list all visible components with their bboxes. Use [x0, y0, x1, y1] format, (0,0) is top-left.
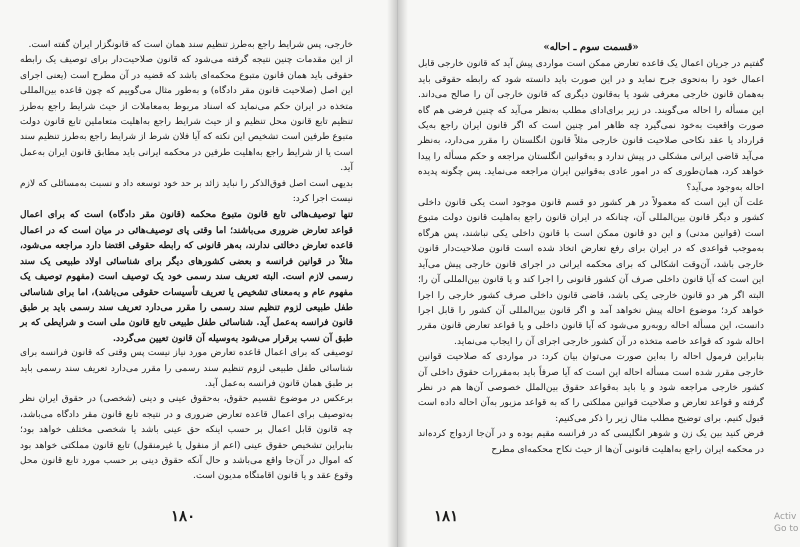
paragraph-bold-intro: تنها توصیف‌هائی تابع قانون متبوع محکمه (قانون مقر دادگاه) است که برای اعمال قواعد تعارض ضروری می‌باشند؛ اما وقتی پای توصیف‌هائی در میان است که در اعمال قاعده تعارض دخالتی ندارند، به‌هر قانونی که رابطه حقوقی اقتضا دارد مراجعه می‌شود، مثلاً در قوانین فرانسه و بعضی کشورهای دیگر برای شناسائی اولاد طبیعی یک سند رسمی لازم است. البته تعریف سند رسمی خود یک توصیف است (مفهوم توصیف یک مفهوم عام و به‌معنای تشخیص یا تعریف تأسیسات حقوقی می‌باشد)، اما برای شناسائی طفل طبیعی لزوم تنظیم سند رسمی را مقرر می‌دارد تعریف سند رسمی باید بر طبق قانون فرانسه به‌عمل آید. شناسائی طفل طبیعی تابع قانون ملی است و شرایطی که بر طبق آن نسب برقرار می‌شود به‌وسیله آن قانون تعیین می‌گردد. [20, 209, 353, 344]
paragraph: از این مقدمات چنین نتیجه گرفته می‌شود که قانون صلاحیت‌دار برای توصیف یک رابطه حقوقی باید همان قانون متبوع محکمه‌ای باشد که قضیه در آن مطرح است (یعنی اجرای این اصل (صلاحیت قانون مقر دادگاه) و به‌طور مثال می‌گوییم که چون قاعده بین‌المللی متخذه در ایران حکم می‌نماید که اسناد مربوط به‌معاملات از حیث شرایط راجع به‌طرز تنظیم تابع قانون محل تنظیم و از حیث شرایط راجع به‌اهلیت متعاملین تابع قانون دولت متبوع طرفین است تشخیص این نکته که آیا فلان شرط از شرایط راجع به‌طرز تنظیم سند است یا از شرایط راجع به‌اهلیت طرفین در محکمه ایرانی باید مطابق قانون ایران به‌عمل آید. [20, 55, 353, 174]
activation-watermark [774, 511, 800, 535]
paragraph: توصیفی که برای اعمال قاعده تعارض مورد نیاز نیست پس وقتی که قانون فرانسه برای شناسائی طفل طبیعی لزوم تنظیم سند رسمی را مقرر می‌دارد تعریف سند رسمی باید بر طبق همان قانون فرانسه به‌عمل آید. [20, 348, 353, 389]
page-number: ۱۸۰ [171, 507, 196, 525]
right-page-text [418, 40, 764, 458]
paragraph: برعکس در موضوع تقسیم حقوق، به‌حقوق عینی و دینی (شخصی) در حقوق ایران نظر به‌توصیف برای اعمال قاعده تعارض ضروری و در نتیجه تابع قانون مقر دادگاه می‌باشد، چه قانون قابل اعمال بر حسب اینکه حق عینی باشد یا شخصی مختلف خواهد بود؛ بنابراین تشخیص حقوق عینی (اعم از منقول یا غیرمنقول) تابع قانون مملکتی خواهد بود که اموال در آن‌جا واقع می‌باشد و حال آنکه حقوق دینی بر حسب مورد تابع قانون محل وقوع عقد و یا قانون اقامتگاه مدیون است. [20, 394, 353, 482]
left-page [0, 0, 398, 547]
paragraph: بنابراین فرمول احاله را به‌این صورت می‌توان بیان کرد: در مواردی که صلاحیت قوانین خارجی مقرر شده است مسأله احاله این است که آیا صرفاً باید به‌مقررات حقوق داخلی آن کشور خارجی مراجعه شود و یا باید به‌قواعد حقوق بین‌الملل خصوصی آن‌ها هم در نظر گرفته و قواعد تعارض و صلاحیت قوانین مملکتی را که به قواعد مزبور به‌آن احاله داده است قبول کنیم. برای توضیح مطلب مثال زیر را ذکر می‌کنیم: [418, 352, 764, 424]
paragraph: علت آن این است که معمولاً در هر کشور دو قسم قانون موجود است یکی قانون داخلی کشور و دیگر قانون بین‌المللی آن، چنانکه در ایران قانون راجع به‌اهلیت قانون دولت متبوع است (قوانین مدنی) و این دو قانون ممکن است با قانون داخلی یکی نباشند، پس هرگاه به‌موجب قواعدی که در ایران برای رفع تعارض اتخاذ شده است قانون صلاحیت‌دار قانون خارجی باشد، آن‌وقت اشکالی که برای محکمه ایرانی در اجرای قانون خارجی پیش می‌آید این است که آیا قانون داخلی صرف آن کشور قانونی را اجرا کند و یا قانون بین‌المللی آن را؛ البته اگر هر دو قانون خارجی یکی باشد، قاضی قانون داخلی صرف کشور خارجی را اجرا خواهد کرد؛ موضوع احاله پیش نخواهد آمد و اگر قانون بین‌المللی آن کشور را قابل اجرا دانست، این مسأله احاله روبه‌رو می‌شود که آیا قانون داخلی و یا قواعد تعارض قانون مقرر احاله شود که قواعد خاصه متخذه در آن کشور خارجی اجرای آن را ایجاب می‌نماید. [418, 198, 764, 347]
watermark-line: Go to [774, 524, 799, 534]
paragraph: فرض کنید بین یک زن و شوهر انگلیسی که در فرانسه مقیم بوده و در آن‌جا ازدواج کرده‌اند در محکمه ایران راجع به‌اهلیت قانونی آن‌ها از حیث نکاح محکمه‌ای مطرح [418, 429, 764, 455]
paragraph: خارجی، پس شرایط راجع به‌طرز تنظیم سند همان است که قانونگزار ایران گفته است. [28, 40, 353, 50]
section-heading: «قسمت سوم ـ احاله» [543, 42, 639, 53]
paragraph: بدیهی است اصل فوق‌الذکر را نباید زائد بر حد خود توسعه داد و نسبت به‌مسائلی که لازم نیست اجرا کرد: [20, 178, 353, 205]
watermark-line: Activ [774, 512, 797, 522]
paragraph: گفتیم در جریان اعمال یک قاعده تعارض ممکن است مواردی پیش آید که قانون خارجی قابل اعمال خود را به‌نحوی جرح نماید و در این صورت باید دانسته شود که رابطه حقوقی باید به‌همان قانون خارجی معرفی شود یا به‌قانون دیگری که قانون خارجی آن را صالح می‌داند. این مسأله را احاله می‌گویند. در زیر برای‌ادای مطلب به‌نظر می‌آید که چنین فرضی هم گاه صورت واقعیت به‌خود نمی‌گیرد چه ظاهر امر چنین است که اگر قانون ایران راجع به‌یک قرارداد یا عقد نکاحی صلاحیت قانون خارجی مثلاً قانون انگلستان را مقرر می‌دارد، به‌نظر می‌آید قاضی ایرانی مشکلی در پیش ندارد و به‌قوانین انگلستان مراجعه و حکم مسأله را پیدا خواهد کرد، همان‌طوری که در امور عادی به‌قوانین ایران مراجعه می‌نماید. پس چگونه پدیده احاله به‌وجود می‌آید؟ [418, 59, 764, 193]
gutter-shadow [387, 0, 397, 547]
left-page-text [20, 38, 353, 485]
gutter-shadow [398, 0, 408, 547]
page-number: ۱۸۱ [434, 507, 459, 525]
right-page [398, 0, 800, 547]
